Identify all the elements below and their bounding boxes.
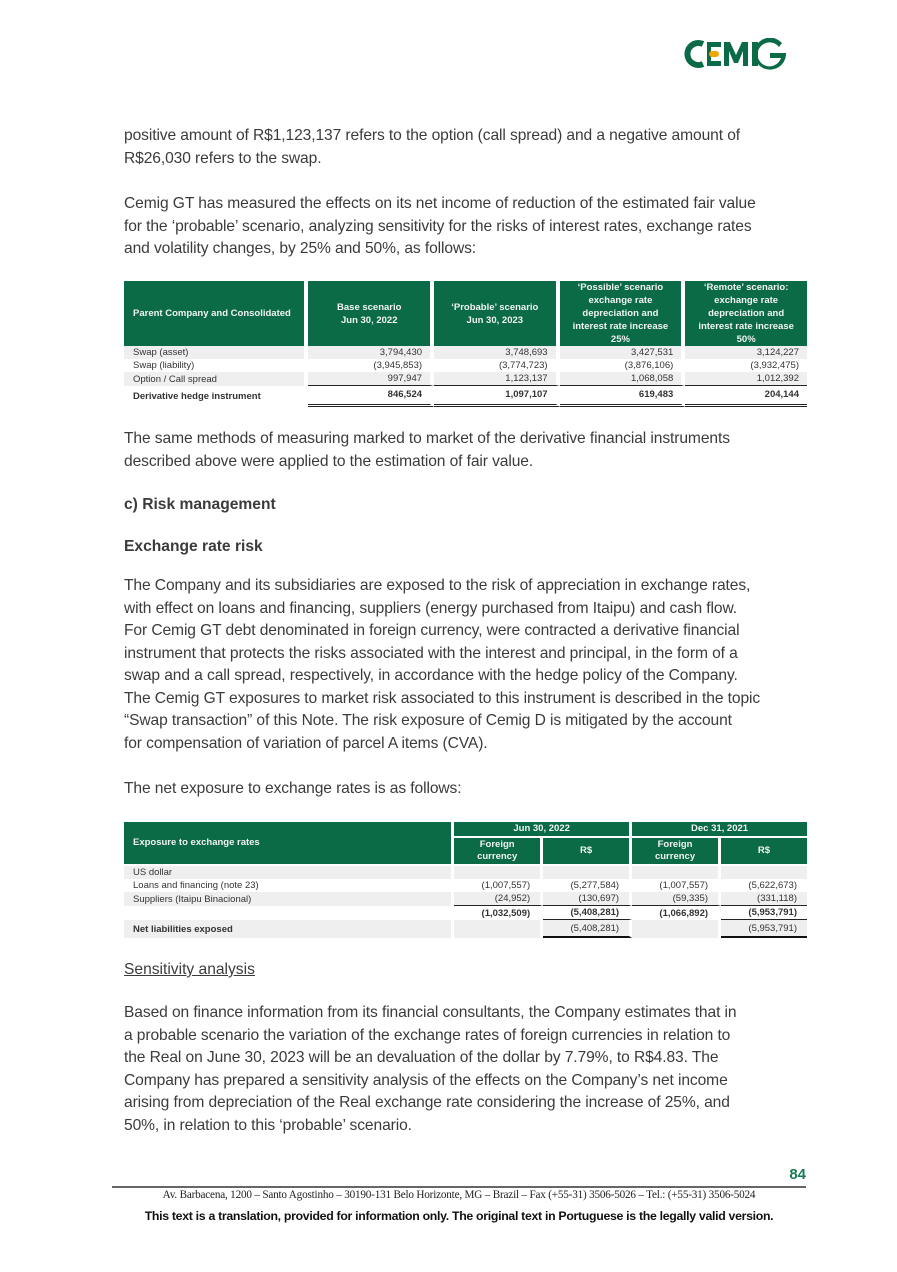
table-row (124, 359, 807, 372)
text-line: arising from depreciation of the Real exchange rate considering the increase of 25%, and (124, 1094, 730, 1111)
header-text: currency (654, 851, 696, 862)
text-line: For Cemig GT debt denominated in foreign currency, were contracted a derivative financial (124, 622, 740, 639)
header-text: 25% (610, 334, 630, 345)
text-line: described above were applied to the estimation of fair value. (124, 452, 534, 470)
header-text: ‘Remote’ scenario: (703, 282, 789, 293)
cell-value: (24,952) (454, 892, 543, 906)
row-label: Swap (liability) (124, 359, 308, 372)
cell-value (454, 920, 543, 938)
period-header: Dec 31, 2021 (632, 822, 807, 838)
header-text: ‘Possible’ scenario (577, 282, 664, 293)
table-header-cell (543, 838, 632, 866)
cell-value: (5,622,673) (748, 880, 797, 891)
cell-value: (1,007,557) (632, 879, 721, 892)
paragraph-net-exposure-intro (124, 778, 807, 801)
cell-value: 3,794,430 (308, 346, 434, 359)
text-line: Cemig GT has measured the effects on its net income of reduction of the estimated fair value (124, 195, 756, 212)
row-label: Swap (asset) (124, 346, 308, 359)
cell-value: 1,068,058 (560, 372, 686, 386)
table-header-cell (560, 281, 686, 346)
table-row (124, 892, 807, 906)
text-line: positive amount of R$1,123,137 refers to the option (call spread) and a negative amount of (124, 127, 741, 144)
header-text: Jun 30, 2022 (340, 314, 398, 326)
header-text: Exposure to exchange rates (133, 837, 260, 848)
table-header-cell (308, 281, 434, 346)
text-line: for compensation of variation of parcel A items (CVA). (124, 734, 488, 752)
cell-value: (59,335) (632, 892, 721, 906)
text-line: the Real on June 30, 2023 will be an devaluation of the dollar by 7.79%, to R$4.83. The (124, 1049, 719, 1066)
empty-cell (632, 866, 721, 879)
table-total-row (124, 920, 807, 938)
cell-value: (5,277,584) (543, 879, 632, 892)
text-line: Company has prepared a sensitivity analysis of the effects on the Company’s net income (124, 1071, 728, 1089)
table-section-row (124, 866, 807, 879)
text-line: 50%, in relation to this ‘probable’ scenario. (124, 1116, 412, 1134)
table-header-cell (124, 281, 308, 346)
paragraph-sensitivity-intro (124, 193, 807, 261)
cell-value: (1,032,509) (454, 906, 543, 920)
table-row (124, 372, 807, 386)
cell-value (632, 920, 721, 938)
text-line: with effect on loans and financing, suppliers (energy purchased from Itaipu) and cash flow. (124, 599, 737, 617)
footer-disclaimer: This text is a translation, provided for information only. The original text in Portuguese is the legally valid version. (144, 1209, 774, 1223)
table-header-cell (454, 838, 543, 866)
cell-value: (5,953,791) (721, 906, 807, 920)
text-line: The Cemig GT exposures to market risk associated to this instrument is described in the topic (124, 689, 761, 707)
heading-sensitivity-analysis: Sensitivity analysis (124, 961, 255, 978)
row-label: Suppliers (Itaipu Binacional) (124, 892, 454, 906)
cell-value: (3,945,853) (308, 359, 434, 372)
table-subtotal-row (124, 906, 807, 920)
table-row (124, 346, 807, 359)
text-line: instrument that protects the risks associated with the interest and principal, in the form of a (124, 644, 738, 662)
cell-value: 1,097,107 (434, 386, 560, 407)
cell-value: 204,144 (685, 386, 807, 407)
table-header-cell (721, 838, 807, 866)
table-row (124, 879, 807, 892)
cell-value: 1,012,392 (685, 372, 807, 386)
cell-value: (5,408,281) (543, 920, 632, 938)
row-label: US dollar (124, 866, 454, 879)
table-header-cell (434, 281, 560, 346)
cell-value: (1,007,557) (454, 879, 543, 892)
footer-divider (112, 1186, 806, 1188)
header-text: exchange rate (588, 295, 653, 306)
header-text: R$ (580, 845, 593, 856)
row-label: Loans and financing (note 23) (124, 879, 454, 892)
text-line: swap and a call spread, respectively, in accordance with the hedge policy of the Company. (124, 667, 738, 684)
table-header-cell (685, 281, 807, 346)
header-text: Foreign (657, 839, 693, 850)
text-line: a probable scenario the variation of the exchange rates of foreign currencies in relation to (124, 1026, 731, 1044)
table-total-row (124, 386, 807, 407)
cell-value: (3,774,723) (434, 359, 560, 372)
header-text: ‘Probable’ scenario (451, 301, 539, 313)
empty-cell (721, 866, 807, 879)
text-line: and volatility changes, by 25% and 50%, as follows: (124, 240, 477, 257)
text-line: R$26,030 refers to the swap. (124, 149, 322, 167)
header-text: depreciation and (582, 308, 659, 319)
paragraph-swap-amounts (124, 125, 807, 170)
paragraph-methods (124, 428, 807, 473)
cell-value: 619,483 (560, 386, 686, 407)
cell-value: (130,697) (543, 892, 632, 906)
cell-value: 1,123,137 (434, 372, 560, 386)
empty-cell (543, 866, 632, 879)
heading-exchange-rate-risk: Exchange rate risk (124, 538, 263, 555)
cell-value: 846,524 (308, 386, 434, 407)
text-line: The net exposure to exchange rates is as follows: (124, 780, 462, 797)
text-line: “Swap transaction” of this Note. The risk exposure of Cemig D is mitigated by the account (124, 712, 732, 729)
page-number: 84 (789, 1166, 806, 1183)
cell-value: 3,748,693 (434, 346, 560, 359)
row-label: Derivative hedge instrument (124, 386, 308, 407)
header-text: currency (477, 851, 518, 862)
cell-value: 3,427,531 (560, 346, 686, 359)
cemig-logo (683, 38, 805, 70)
cell-value: (1,066,892) (632, 906, 721, 920)
text-line: The same methods of measuring marked to market of the derivative financial instruments (124, 430, 730, 447)
row-label (124, 906, 454, 920)
header-text: Base scenario (337, 301, 402, 313)
table-header-cell (124, 822, 454, 866)
header-text: depreciation and (708, 308, 785, 319)
heading-risk-management: c) Risk management (124, 496, 276, 513)
cell-value: (3,876,106) (560, 359, 686, 372)
cell-value: (5,408,281) (543, 906, 632, 920)
header-text: Foreign (479, 839, 515, 850)
text-line: Based on finance information from its financial consultants, the Company estimates that in (124, 1004, 737, 1021)
header-text: R$ (757, 845, 771, 856)
header-text: 50% (736, 334, 756, 345)
header-text: Jun 30, 2023 (466, 314, 524, 326)
header-text: interest rate increase (698, 321, 794, 332)
derivative-sensitivity-table (124, 281, 807, 407)
cell-value: 997,947 (308, 372, 434, 386)
cell-value: (331,118) (721, 892, 807, 906)
cell-value: 3,124,227 (685, 346, 807, 359)
empty-cell (454, 866, 543, 879)
text-line: for the ‘probable’ scenario, analyzing sensitivity for the risks of interest rates, exchange rates (124, 217, 752, 235)
table-header-cell (632, 838, 721, 866)
cell-value: (3,932,475) (750, 360, 799, 371)
period-header: Jun 30, 2022 (454, 822, 632, 838)
header-text: exchange rate (714, 295, 779, 306)
header-text: interest rate increase (572, 321, 669, 332)
footer-address: Av. Barbacena, 1200 – Santo Agostinho – 30190-131 Belo Horizonte, MG – Brazil – Fax (+55-31) 3506-5026 – Tel.: (+55-31) 3506-5024 (162, 1189, 756, 1201)
paragraph-sensitivity-analysis (124, 1002, 807, 1137)
header-text: Parent Company and Consolidated (133, 308, 291, 319)
row-label: Option / Call spread (124, 372, 308, 386)
text-line: The Company and its subsidiaries are exposed to the risk of appreciation in exchange rates, (124, 577, 751, 594)
cell-value: (5,953,791) (721, 920, 807, 938)
paragraph-exchange-risk (124, 575, 807, 755)
exchange-exposure-table (124, 822, 807, 938)
row-label: Net liabilities exposed (124, 920, 454, 938)
